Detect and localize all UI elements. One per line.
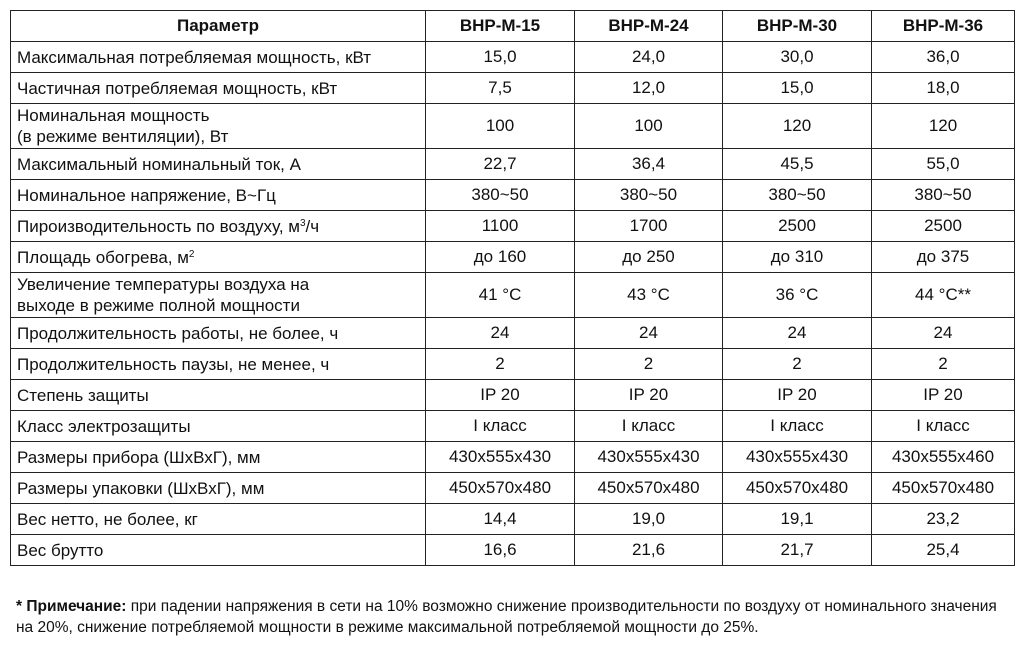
row-parameter-name: Частичная потребляемая мощность, кВт (11, 73, 426, 104)
header-model: ВНР-М-30 (723, 11, 872, 42)
row-parameter-name: Вес нетто, не более, кг (11, 504, 426, 535)
row-value: 2500 (872, 211, 1015, 242)
row-value: 2 (575, 349, 723, 380)
row-value: 100 (426, 104, 575, 149)
row-value: I класс (575, 411, 723, 442)
row-value: 16,6 (426, 535, 575, 566)
row-value: 2 (723, 349, 872, 380)
row-value: 450x570x480 (723, 473, 872, 504)
row-value: I класс (872, 411, 1015, 442)
row-value: 14,4 (426, 504, 575, 535)
unit-superscript: 3 (299, 217, 306, 229)
row-value: 19,0 (575, 504, 723, 535)
row-value: IP 20 (872, 380, 1015, 411)
row-value: 100 (575, 104, 723, 149)
row-value: 1700 (575, 211, 723, 242)
row-value: 450x570x480 (426, 473, 575, 504)
row-value: 430x555x430 (426, 442, 575, 473)
table-row (11, 242, 1015, 273)
row-value: 36,4 (575, 149, 723, 180)
row-value: 44 °C** (872, 273, 1015, 318)
row-value: 36,0 (872, 42, 1015, 73)
row-parameter-name: Номинальное напряжение, В~Гц (11, 180, 426, 211)
row-value: 2500 (723, 211, 872, 242)
row-value: I класс (723, 411, 872, 442)
row-value: 24 (575, 318, 723, 349)
row-value: 30,0 (723, 42, 872, 73)
row-value: до 250 (575, 242, 723, 273)
row-value: 380~50 (723, 180, 872, 211)
table-row (11, 473, 1015, 504)
header-param: Параметр (11, 11, 426, 42)
row-value: 41 °C (426, 273, 575, 318)
row-value: 380~50 (872, 180, 1015, 211)
row-value: 22,7 (426, 149, 575, 180)
table-row (11, 380, 1015, 411)
row-value: 2 (426, 349, 575, 380)
row-parameter-name: Продолжительность паузы, не менее, ч (11, 349, 426, 380)
unit-superscript: 2 (188, 248, 195, 260)
row-value: I класс (426, 411, 575, 442)
table-row (11, 273, 1015, 318)
row-parameter-name: Класс электрозащиты (11, 411, 426, 442)
row-value: 430x555x430 (723, 442, 872, 473)
row-value: 450x570x480 (575, 473, 723, 504)
row-value: 36 °C (723, 273, 872, 318)
row-parameter-name: Вес брутто (11, 535, 426, 566)
row-value: 1100 (426, 211, 575, 242)
header-model: ВНР-М-24 (575, 11, 723, 42)
row-value: 430x555x430 (575, 442, 723, 473)
header-model: ВНР-М-15 (426, 11, 575, 42)
row-value: 25,4 (872, 535, 1015, 566)
header-model: ВНР-М-36 (872, 11, 1015, 42)
table-row (11, 349, 1015, 380)
spec-table-container (10, 10, 1014, 566)
row-value: 120 (723, 104, 872, 149)
row-value: IP 20 (575, 380, 723, 411)
footnote-text: при падении напряжения в сети на 10% возможно снижение производительности по воздуху от номинального значения на 20%, снижение потребляемой мощности в режиме максимальной потребляемой мощности до 25%. (16, 598, 997, 636)
row-value: 43 °C (575, 273, 723, 318)
footnote-label: * Примечание: (16, 598, 127, 615)
table-row (11, 42, 1015, 73)
row-parameter-name: Номинальная мощность (в режиме вентиляции), Вт (11, 104, 426, 149)
row-value: до 310 (723, 242, 872, 273)
row-value: 15,0 (426, 42, 575, 73)
table-row (11, 535, 1015, 566)
row-parameter-name: Размеры прибора (ШхВхГ), мм (11, 442, 426, 473)
row-value: до 160 (426, 242, 575, 273)
row-value: 24,0 (575, 42, 723, 73)
spec-table-body (11, 42, 1015, 566)
row-value: 23,2 (872, 504, 1015, 535)
row-value: 21,6 (575, 535, 723, 566)
table-row (11, 411, 1015, 442)
row-value: 380~50 (575, 180, 723, 211)
row-value: 24 (426, 318, 575, 349)
header-row (11, 11, 1015, 42)
table-row (11, 442, 1015, 473)
row-parameter-name: Степень защиты (11, 380, 426, 411)
table-row (11, 180, 1015, 211)
row-parameter-name: Увеличение температуры воздуха на выходе в режиме полной мощности (11, 273, 426, 318)
row-value: IP 20 (723, 380, 872, 411)
row-value: 7,5 (426, 73, 575, 104)
table-row (11, 149, 1015, 180)
table-row (11, 318, 1015, 349)
row-parameter-name: Продолжительность работы, не более, ч (11, 318, 426, 349)
row-parameter-name: Максимальный номинальный ток, А (11, 149, 426, 180)
row-value: 430x555x460 (872, 442, 1015, 473)
row-value: 24 (872, 318, 1015, 349)
row-value: 24 (723, 318, 872, 349)
row-value: 2 (872, 349, 1015, 380)
row-value: 120 (872, 104, 1015, 149)
table-row (11, 104, 1015, 149)
table-row (11, 504, 1015, 535)
row-value: 12,0 (575, 73, 723, 104)
row-value: до 375 (872, 242, 1015, 273)
row-parameter-name: Размеры упаковки (ШхВхГ), мм (11, 473, 426, 504)
spec-table (10, 10, 1015, 566)
row-value: IP 20 (426, 380, 575, 411)
row-value: 450x570x480 (872, 473, 1015, 504)
row-value: 21,7 (723, 535, 872, 566)
row-parameter-name: Максимальная потребляемая мощность, кВт (11, 42, 426, 73)
row-value: 15,0 (723, 73, 872, 104)
footnote (16, 596, 1012, 638)
row-parameter-name: Пироизводительность по воздуху, $м^3/ч$ (11, 211, 426, 242)
row-value: 380~50 (426, 180, 575, 211)
row-value: 45,5 (723, 149, 872, 180)
table-row (11, 73, 1015, 104)
row-value: 19,1 (723, 504, 872, 535)
table-row (11, 211, 1015, 242)
row-value: 55,0 (872, 149, 1015, 180)
row-value: 18,0 (872, 73, 1015, 104)
row-parameter-name: Площадь обогрева, $м^2$ (11, 242, 426, 273)
